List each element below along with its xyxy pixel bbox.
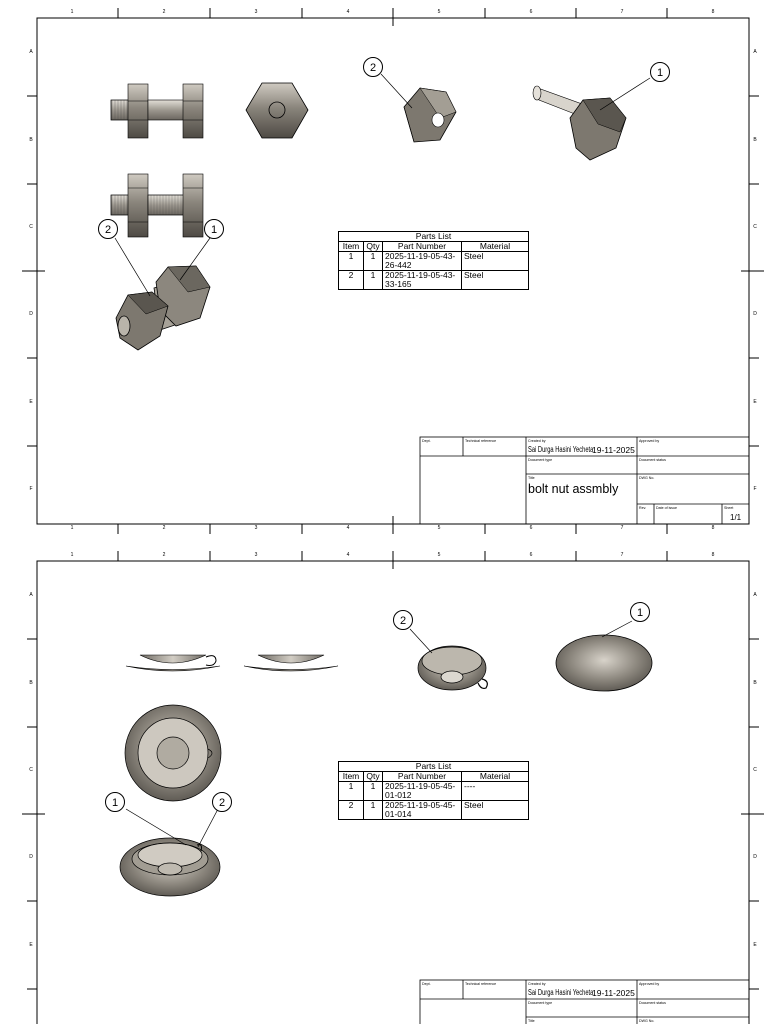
- parts-list-table: [338, 761, 529, 820]
- parts-list-title: Parts List: [339, 232, 529, 242]
- zone-row-e-right: E: [753, 399, 757, 405]
- title-block-created-date: 19-11-2025: [592, 445, 635, 455]
- balloon-item-1: 1: [105, 792, 125, 812]
- zone-col-2: 2: [162, 9, 166, 15]
- table-row: [339, 801, 529, 820]
- cell-item: 1: [339, 782, 364, 801]
- zone-col-1-bottom: 1: [70, 525, 74, 531]
- zone-col-6-bottom: 6: [529, 525, 533, 531]
- balloon-item-2: 2: [212, 792, 232, 812]
- saucer-isometric-view: [556, 635, 652, 691]
- cup-side-view: [244, 655, 338, 671]
- zone-row-c: C: [29, 224, 33, 230]
- zone-row-e: E: [29, 399, 33, 405]
- col-header-part-number: Part Number: [383, 242, 462, 252]
- zone-col-8: 8: [711, 9, 715, 15]
- zone-col-3: 3: [254, 9, 258, 15]
- zone-col-7-bottom: 7: [620, 525, 624, 531]
- cell-part-number: 2025-11-19-05-43- 33-165: [383, 271, 462, 290]
- balloon-item-1: 1: [650, 62, 670, 82]
- title-block-date-issue-label: Date of issue: [656, 506, 677, 510]
- title-block-approved-by-label: Approved by: [639, 439, 660, 443]
- cup-top-view: [125, 705, 221, 801]
- bolt-front-view: [111, 84, 203, 138]
- parts-list-table: [338, 231, 529, 290]
- zone-row-b: B: [29, 680, 33, 686]
- table-row: [339, 782, 529, 801]
- title-block-tech-ref-label: Technical reference: [465, 439, 497, 443]
- zone-col-2-bottom: 2: [162, 525, 166, 531]
- zone-row-b-right: B: [753, 680, 757, 686]
- title-block-tech-ref-label: Technical reference: [465, 982, 497, 986]
- col-header-qty: Qty: [364, 772, 383, 782]
- balloon-item-1: 1: [630, 602, 650, 622]
- zone-col-4: 4: [346, 9, 350, 15]
- cell-material: Steel: [462, 271, 529, 290]
- zone-row-b: B: [29, 137, 33, 143]
- zone-row-e-right: E: [753, 942, 757, 948]
- col-header-material: Material: [462, 772, 529, 782]
- zone-col-7: 7: [620, 552, 624, 558]
- table-row: [339, 252, 529, 271]
- zone-col-8: 8: [711, 552, 715, 558]
- zone-row-a: A: [29, 49, 33, 55]
- zone-col-5: 5: [437, 552, 441, 558]
- cell-item: 1: [339, 252, 364, 271]
- cell-part-number: 2025-11-19-05-45- 01-012: [383, 782, 462, 801]
- cell-qty: 1: [364, 271, 383, 290]
- col-header-material: Material: [462, 242, 529, 252]
- title-block-created-by-label: Created by: [528, 982, 546, 986]
- zone-col-6: 6: [529, 9, 533, 15]
- title-block-rev-label: Rev.: [639, 506, 647, 510]
- cup-front-view: [126, 655, 220, 671]
- cell-material: Steel: [462, 252, 529, 271]
- title-block-doc-type-label: Document type: [528, 1001, 553, 1005]
- zone-col-8-bottom: 8: [711, 525, 715, 531]
- title-block-created-date: 19-11-2025: [592, 988, 635, 998]
- zone-row-d: D: [29, 311, 33, 317]
- col-header-item: Item: [339, 242, 364, 252]
- title-block-approved-by-label: Approved by: [639, 982, 660, 986]
- zone-row-a-right: A: [753, 49, 757, 55]
- zone-col-1: 1: [70, 552, 74, 558]
- zone-col-7: 7: [620, 9, 624, 15]
- zone-row-b-right: B: [753, 137, 757, 143]
- balloon-item-2: 2: [98, 219, 118, 239]
- zone-row-c-right: C: [753, 224, 757, 230]
- zone-col-4: 4: [346, 552, 350, 558]
- title-block-dept-label: Dept.: [422, 982, 431, 986]
- title-block-doc-status-label: Document status: [639, 1001, 666, 1005]
- zone-col-4-bottom: 4: [346, 525, 350, 531]
- bolt-top-view: [111, 174, 203, 237]
- cell-material: ----: [462, 782, 529, 801]
- title-block-created-by-label: Created by: [528, 439, 546, 443]
- zone-col-2: 2: [162, 552, 166, 558]
- zone-col-1: 1: [70, 9, 74, 15]
- table-row: [339, 271, 529, 290]
- zone-row-d-right: D: [753, 854, 757, 860]
- balloon-item-1: 1: [204, 219, 224, 239]
- zone-row-c: C: [29, 767, 33, 773]
- title-block-created-by: Sai Durga Hasini Yecheta: [528, 445, 594, 454]
- col-header-qty: Qty: [364, 242, 383, 252]
- zone-row-e: E: [29, 942, 33, 948]
- balloon-item-2: 2: [393, 610, 413, 630]
- zone-row-f-right: F: [753, 486, 757, 492]
- zone-col-5: 5: [437, 9, 441, 15]
- zone-row-a-right: A: [753, 592, 757, 598]
- title-block-doc-type-label: Document type: [528, 458, 553, 462]
- title-block-dwg-no-label: DWG No.: [639, 1019, 655, 1023]
- balloon-item-2: 2: [363, 57, 383, 77]
- title-block-created-by: Sai Durga Hasini Yecheta: [528, 988, 594, 997]
- zone-row-c-right: C: [753, 767, 757, 773]
- zone-col-3-bottom: 3: [254, 525, 258, 531]
- bolt-isometric-view: [533, 86, 626, 160]
- title-block-grid-2: [420, 980, 749, 1024]
- zone-col-3: 3: [254, 552, 258, 558]
- hex-side-view: [246, 83, 308, 138]
- bolt-nut-assembly-view: [116, 266, 210, 350]
- title-block-title: bolt nut assmbly: [528, 482, 619, 496]
- zone-row-d-right: D: [753, 311, 757, 317]
- cell-item: 2: [339, 271, 364, 290]
- parts-list-title: Parts List: [339, 762, 529, 772]
- zone-row-a: A: [29, 592, 33, 598]
- col-header-item: Item: [339, 772, 364, 782]
- title-block-title-label: Title: [528, 1019, 535, 1023]
- title-block-title-label: Title: [528, 476, 535, 480]
- title-block-doc-status-label: Document status: [639, 458, 666, 462]
- zone-row-f: F: [29, 486, 33, 492]
- cell-part-number: 2025-11-19-05-43- 26-442: [383, 252, 462, 271]
- title-block-sheet-label: Sheet: [724, 506, 734, 510]
- cell-material: Steel: [462, 801, 529, 820]
- cell-qty: 1: [364, 782, 383, 801]
- zone-col-5-bottom: 5: [437, 525, 441, 531]
- cup-saucer-assembly-view: [120, 838, 220, 896]
- drawing-sheet-cup-saucer: [0, 543, 768, 1024]
- col-header-part-number: Part Number: [383, 772, 462, 782]
- title-block-sheet: 1/1: [730, 513, 742, 522]
- cell-qty: 1: [364, 801, 383, 820]
- cell-part-number: 2025-11-19-05-45- 01-014: [383, 801, 462, 820]
- title-block-dwg-no-label: DWG No.: [639, 476, 655, 480]
- cell-item: 2: [339, 801, 364, 820]
- zone-col-6: 6: [529, 552, 533, 558]
- cell-qty: 1: [364, 252, 383, 271]
- nut-isometric-view: [404, 88, 456, 142]
- cup-isometric-view: [418, 646, 487, 690]
- zone-row-d: D: [29, 854, 33, 860]
- title-block-dept-label: Dept.: [422, 439, 431, 443]
